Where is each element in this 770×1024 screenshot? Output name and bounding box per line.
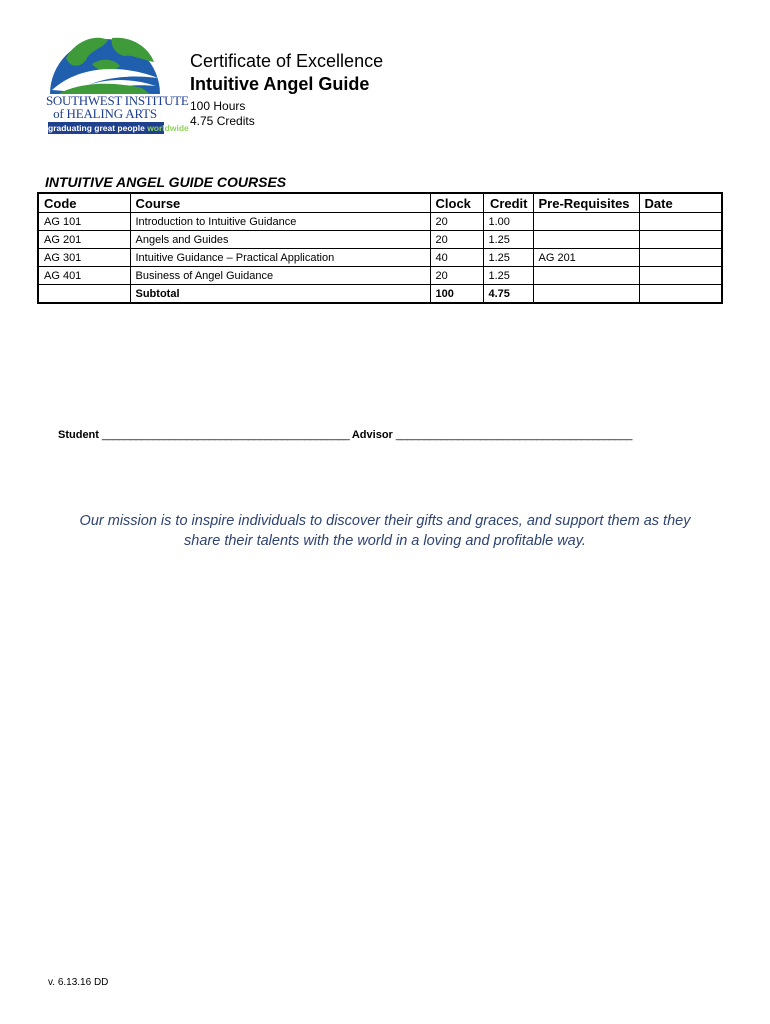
cell-credit: 1.25 bbox=[483, 249, 533, 267]
cell-date[interactable] bbox=[639, 249, 722, 267]
mission-line-2: share their talents with the world in a loving and profitable way. bbox=[184, 533, 586, 549]
column-header-course: Course bbox=[130, 193, 430, 213]
cell-clock: 20 bbox=[430, 231, 483, 249]
cell-clock: 20 bbox=[430, 213, 483, 231]
column-header-prerequisites: Pre-Requisites bbox=[533, 193, 639, 213]
institute-logo bbox=[46, 28, 189, 138]
table-row bbox=[38, 213, 722, 231]
cell-prerequisites[interactable]: AG 201 bbox=[533, 249, 639, 267]
certificate-title: Certificate of Excellence bbox=[190, 51, 384, 71]
cell-date[interactable] bbox=[639, 231, 722, 249]
logo-name-line1: SOUTHWEST INSTITUTE bbox=[46, 93, 189, 108]
cell-prerequisites[interactable] bbox=[533, 213, 639, 231]
cell-prerequisites bbox=[533, 285, 639, 304]
version-label: v. 6.13.16 DD bbox=[48, 977, 109, 988]
cell-code: AG 201 bbox=[38, 231, 130, 249]
signature-line bbox=[58, 429, 632, 441]
student-signature-field[interactable]: ____________________________________________ bbox=[102, 429, 350, 441]
cell-credit: 1.00 bbox=[483, 213, 533, 231]
logo-tagline-main: graduating great people bbox=[48, 123, 148, 133]
column-header-clock: Clock bbox=[430, 193, 483, 213]
program-hours: 100 Hours bbox=[190, 99, 246, 113]
subtotal-row bbox=[38, 285, 722, 304]
logo-tagline bbox=[48, 122, 189, 134]
cell-date[interactable] bbox=[639, 213, 722, 231]
cell-date bbox=[639, 285, 722, 304]
cell-credit: 1.25 bbox=[483, 231, 533, 249]
cell-credit: 1.25 bbox=[483, 267, 533, 285]
column-header-date: Date bbox=[639, 193, 722, 213]
cell-code bbox=[38, 285, 130, 304]
cell-prerequisites[interactable] bbox=[533, 231, 639, 249]
logo-tagline-accent: worldwide bbox=[147, 123, 189, 133]
cell-date[interactable] bbox=[639, 267, 722, 285]
program-credits: 4.75 Credits bbox=[190, 114, 255, 128]
cell-course: Intuitive Guidance – Practical Application bbox=[130, 249, 430, 267]
globe-emblem-icon bbox=[46, 28, 164, 94]
table-row bbox=[38, 249, 722, 267]
cell-code: AG 401 bbox=[38, 267, 130, 285]
cell-course: Business of Angel Guidance bbox=[130, 267, 430, 285]
courses-table bbox=[37, 192, 723, 304]
subtotal-clock: 100 bbox=[430, 285, 483, 304]
cell-clock: 40 bbox=[430, 249, 483, 267]
table-row bbox=[38, 267, 722, 285]
cell-prerequisites[interactable] bbox=[533, 267, 639, 285]
column-header-code: Code bbox=[38, 193, 130, 213]
column-header-credit: Credit bbox=[483, 193, 533, 213]
cell-code: AG 101 bbox=[38, 213, 130, 231]
student-label: Student bbox=[58, 429, 99, 441]
table-row bbox=[38, 231, 722, 249]
advisor-label: Advisor bbox=[351, 429, 393, 441]
cell-clock: 20 bbox=[430, 267, 483, 285]
mission-statement bbox=[40, 511, 730, 551]
logo-name-line2: of HEALING ARTS bbox=[53, 106, 157, 121]
subtotal-credit: 4.75 bbox=[483, 285, 533, 304]
program-name: Intuitive Angel Guide bbox=[190, 74, 370, 94]
advisor-signature-field[interactable]: __________________________________________ bbox=[395, 429, 632, 441]
cell-code: AG 301 bbox=[38, 249, 130, 267]
subtotal-label: Subtotal bbox=[130, 285, 430, 304]
cell-course: Angels and Guides bbox=[130, 231, 430, 249]
courses-heading: INTUITIVE ANGEL GUIDE COURSES bbox=[45, 174, 287, 190]
table-header-row bbox=[38, 193, 722, 213]
mission-line-1: Our mission is to inspire individuals to discover their gifts and graces, and support them as they bbox=[79, 513, 691, 529]
cell-course: Introduction to Intuitive Guidance bbox=[130, 213, 430, 231]
